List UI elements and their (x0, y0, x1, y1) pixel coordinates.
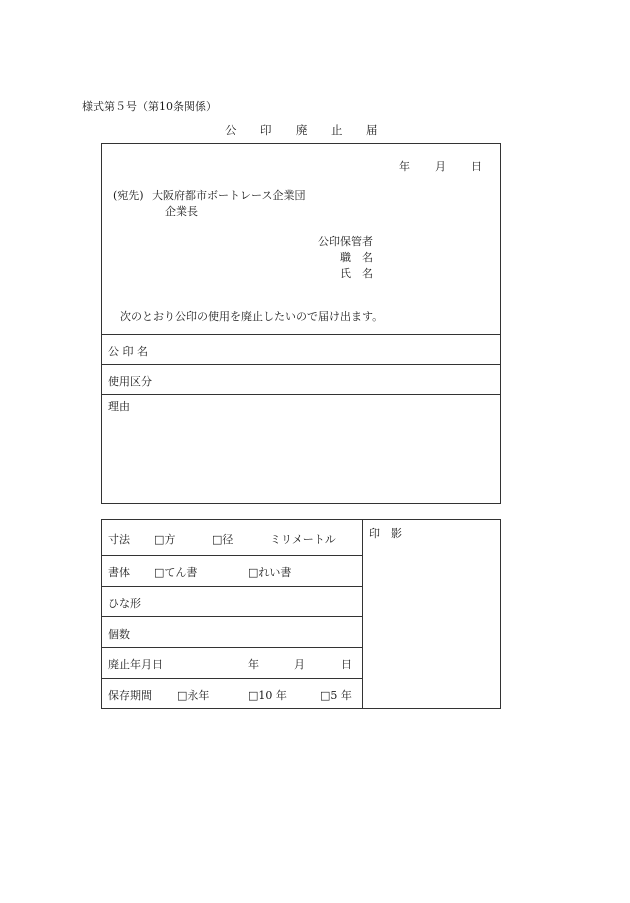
document-title (0, 122, 630, 138)
name-label: 氏 名 (340, 267, 373, 280)
size-diameter-option[interactable]: □径 (212, 533, 234, 546)
divider-model (101, 586, 362, 587)
divider-retention (101, 678, 362, 679)
size-label: 寸法 (108, 533, 130, 546)
retention-5-option[interactable]: □5 年 (320, 689, 352, 702)
date-year-label: 年 (399, 160, 410, 173)
reason-label: 理由 (108, 400, 130, 413)
font-style-label: 書体 (108, 566, 130, 579)
divider-font (101, 555, 362, 556)
title-char-4: 止 (331, 123, 343, 137)
model-label: ひな形 (108, 597, 141, 610)
impression-divider (362, 519, 363, 709)
retention-permanent-option[interactable]: □永年 (177, 689, 210, 702)
divider-usage (101, 364, 501, 365)
font-tensho-option[interactable]: □てん書 (154, 566, 198, 579)
addressee-organization: 大阪府都市ボートレース企業団 (152, 189, 306, 202)
custodian-label: 公印保管者 (318, 235, 373, 248)
statement-text: 次のとおり公印の使用を廃止したいので届け出ます。 (120, 310, 384, 323)
title-char-3: 廃 (296, 123, 308, 137)
addressee-title: 企業長 (165, 205, 198, 218)
count-label: 個数 (108, 628, 130, 641)
specification-box (101, 519, 501, 709)
size-square-option[interactable]: □方 (154, 533, 176, 546)
abolish-day-label: 日 (341, 658, 352, 671)
retention-10-option[interactable]: □10 年 (248, 689, 287, 702)
title-char-1: 公 (225, 123, 237, 137)
form-number-label: 様式第５号（第10条関係） (82, 100, 217, 113)
divider-seal-name (101, 334, 501, 335)
divider-abolish-date (101, 647, 362, 648)
seal-impression-label: 印 影 (369, 527, 402, 540)
title-char-5: 届 (366, 123, 378, 137)
abolish-year-label: 年 (248, 658, 259, 671)
usage-category-label: 使用区分 (108, 375, 152, 388)
addressee-prefix: (宛先) (113, 189, 144, 202)
size-unit-label: ミリメートル (270, 533, 336, 546)
date-day-label: 日 (471, 160, 482, 173)
abolish-date-label: 廃止年月日 (108, 658, 163, 671)
date-month-label: 月 (435, 160, 446, 173)
position-label: 職 名 (340, 251, 373, 264)
abolish-month-label: 月 (294, 658, 305, 671)
title-char-2: 印 (260, 123, 272, 137)
seal-name-label: 公 印 名 (108, 345, 148, 358)
retention-label: 保存期間 (108, 689, 152, 702)
divider-count (101, 616, 362, 617)
font-reisho-option[interactable]: □れい書 (248, 566, 292, 579)
divider-reason (101, 394, 501, 395)
